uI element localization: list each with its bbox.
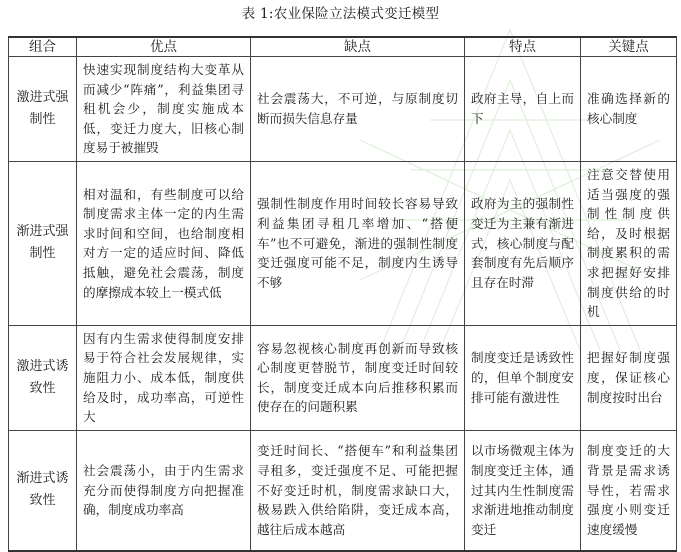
header-cell: 组合 (9, 37, 77, 57)
cons-cell: 强制性制度作用时间较长容易导致利益集团寻租几率增加、“搭便车”也不可避免，渐进的强制性制度变迁强度可能不足，制度内生诱导不够 (251, 161, 465, 325)
pros-cell: 因有内生需求使得制度安排易于符合社会发展规律，实施阻力小、成本低，制度供给及时，成功率高，可逆性大 (77, 325, 251, 430)
features-cell: 以市场微观主体为制度变迁主体，通过其内生性制度需求渐进地推动制度变迁 (465, 430, 581, 551)
group-cell: 激进式强制性 (9, 57, 77, 162)
table-caption: 表 1:农业保险立法模式变迁模型 (241, 6, 440, 22)
features-cell: 制度变迁是诱致性的，但单个制度安排可能有激进性 (465, 325, 581, 430)
cons-cell: 社会震荡大，不可逆，与原制度切断而损失信息存量 (251, 57, 465, 162)
group-cell: 渐进式强制性 (9, 161, 77, 325)
cons-cell: 变迁时间长、“搭便车”和利益集团寻租多，变迁强度不足、可能把握不好变迁时机，制度需求缺口大，极易跌入供给陷阱，变迁成本高，越往后成本越高 (251, 430, 465, 551)
table-row (9, 161, 677, 325)
features-cell: 政府为主的强制性变迁为主兼有渐进式，核心制度与配套制度有先后顺序且存在时滞 (465, 161, 581, 325)
header-cell: 优点 (77, 37, 251, 57)
pros-cell: 快速实现制度结构大变革从而减少“阵痛”，利益集团寻租机会少，制度实施成本低，变迁力度大，旧核心制度易于被摧毁 (77, 57, 251, 162)
cons-cell: 容易忽视核心制度再创新而导致核心制度更替脱节，制度变迁时间较长，制度变迁成本向后推移积累而使存在的问题积累 (251, 325, 465, 430)
header-cell: 特点 (465, 37, 581, 57)
key-cell: 把握好制度强度，保证核心制度按时出台 (581, 325, 677, 430)
header-cell: 关键点 (581, 37, 677, 57)
header-cell: 缺点 (251, 37, 465, 57)
group-cell: 激进式诱致性 (9, 325, 77, 430)
group-cell: 渐进式诱致性 (9, 430, 77, 551)
pros-cell: 社会震荡小，由于内生需求充分而使得制度方向把握准确，制度成功率高 (77, 430, 251, 551)
features-cell: 政府主导，自上而下 (465, 57, 581, 162)
model-table (8, 36, 677, 552)
table-row (9, 57, 677, 162)
header-row (9, 37, 677, 57)
key-cell: 制度变迁的大背景是需求诱导性，若需求强度小则变迁速度缓慢 (581, 430, 677, 551)
table-row (9, 430, 677, 551)
key-cell: 注意交替使用适当强度的强制性制度供给，及时根据制度累积的需求把握好安排制度供给的时机 (581, 161, 677, 325)
table-row (9, 325, 677, 430)
pros-cell: 相对温和，有些制度可以给制度需求主体一定的内生需求时间和空间，也给制度相对方一定的适应时间、降低抵触，避免社会震荡，制度的摩擦成本较上一模式低 (77, 161, 251, 325)
key-cell: 准确选择新的核心制度 (581, 57, 677, 162)
